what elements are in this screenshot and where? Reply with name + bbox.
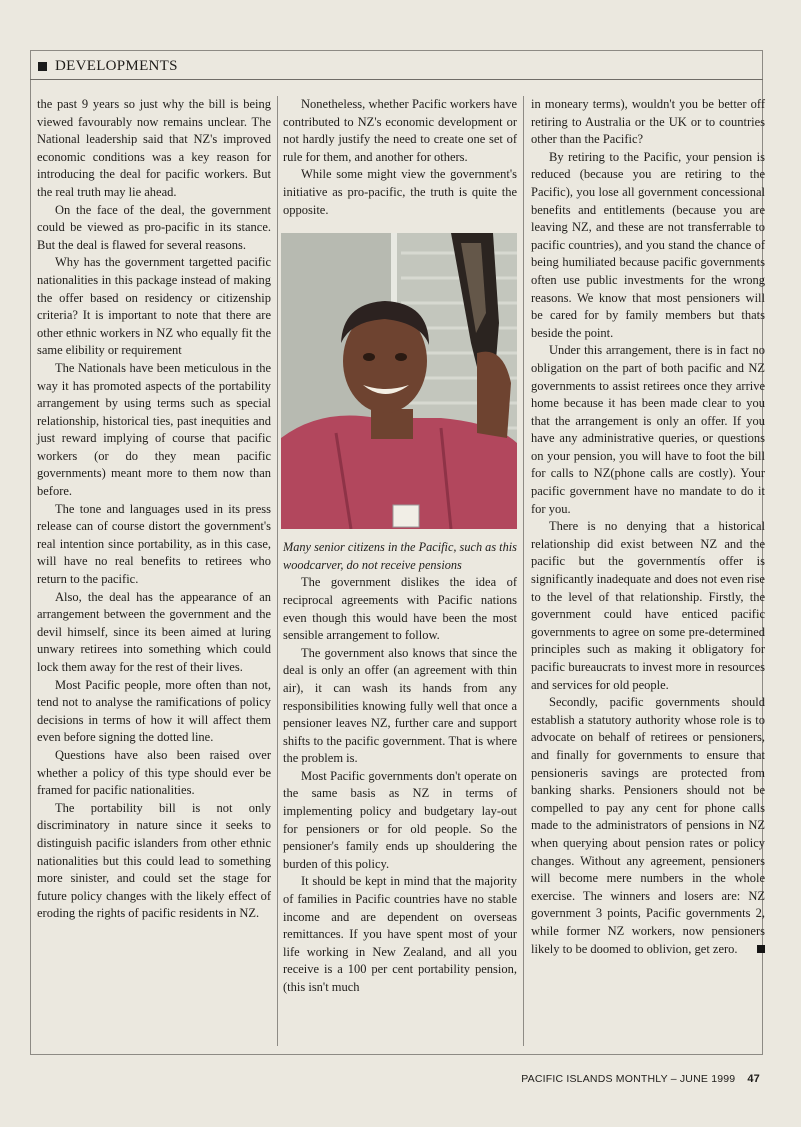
page-number: 47 [747,1073,760,1085]
paragraph: Most Pacific people, more often than not, tend not to analyse the ramifications of policy decisions in terms of how it will affect them even before signing the dotted line. [37,677,271,745]
paragraph: The portability bill is not only discriminatory in nature since it seeks to distinguish pacific islanders from other ethnic nationalities but this could lead to something more sinister, and could set the stage for future policy changes with the likely effect of eroding the rights of pacific residents in NZ. [37,800,271,921]
photo-caption: Many senior citizens in the Pacific, such as this woodcarver, do not receive pensions [283,540,517,572]
paragraph: On the face of the deal, the government could be viewed as pro-pacific in its stance. But the deal is flawed for several reasons. [37,202,271,252]
paragraph: The tone and languages used in its press release can of course distort the government's real intention since portability, as in this case, will have no real benefits to retirees who return to the pacific. [37,501,271,587]
section-title: DEVELOPMENTS [55,58,178,75]
column-2 [283,96,517,997]
paragraph: Most Pacific governments don't operate on the same basis as NZ in terms of implementing policy and budgetary lay-out for pensioners or for old people. So the pensioner's family ends up shouldering the burden of this policy. [283,768,517,871]
section-square-icon [38,62,47,71]
paragraph: There is no denying that a historical relationship did exist between NZ and the pacific but the governmentís offer is significantly inadequate and does not even rise to the level of that relationship. Firstly, the government could have enticed pacific governments to agree on some pre-determined principles such as making it obligatory for pacific bureaucrats to invest more in resources and services for old people. [531,519,765,692]
paragraph: in moneary terms), wouldn't you be better off retiring to Australia or the UK or to countries other than the Pacific? [531,97,765,147]
paragraph: The Nationals have been meticulous in the way it has promoted aspects of the portability arrangement by using terms such as special relationship, historical ties, past inequities and just reward implying of course that pacific workers (or do they mean pacific governments) meant more to them now than before. [37,360,271,499]
paragraph: Also, the deal has the appearance of an arrangement between the government and the devil himself, since its been aimed at luring unwary retirees into something which could lock them away for the rest of their lives. [37,589,271,674]
paragraph: The government dislikes the idea of reciprocal agreements with Pacific nations even though this would have been the most sensible arrangement to follow. [283,575,517,643]
photo-illustration [281,233,517,529]
paragraph: Under this arrangement, there is in fact no obligation on the part of both pacific and NZ governments to assist retirees once they arrive home because it has been made clear to you that the arrangement is only an offer. If you have any administrative queries, or questions on your pension, you will have to foot the bill for calls to NZ(phone calls are costly). Your pacific government have no mandate to do it for you. [531,343,765,516]
publication-name: PACIFIC ISLANDS MONTHLY – JUNE 1999 [521,1073,736,1085]
end-mark-icon [757,945,765,953]
column-divider-1 [277,96,278,1046]
paragraph: Why has the government targetted pacific nationalities in this package instead of making the offer based on residency or citizenship criteria? It is important to note that there are other ethnic workers in NZ who equally fit the same elibility or requirement [37,255,271,358]
paragraph: Nonetheless, whether Pacific workers have contributed to NZ's economic development or not hardly justify the need to create one set of rule for them, and another for others. [283,97,517,164]
paragraph: While some might view the government's initiative as pro-pacific, the truth is quite the opposite. [283,167,517,217]
paragraph-text: Secondly, pacific governments should establish a statutory authority whose role is to advocate on behalf of retirees or pensioners, and finally for governments to ensure that pensioneris savings are protected from banking sharks. Pensioners should not be compelled to pay any cent for phone calls made to the administrators of pensions in NZ when querying about pension rates or policy changes. Without any agreement, pensioners will become mere numbers in the whole exercise. The winners and losers are: NZ government 3 points, Pacific governments 2, while former NZ workers, now pensioners likely to be doomed to oblivion, get zero. [531,695,765,956]
section-header [36,58,763,80]
paragraph: the past 9 years so just why the bill is being viewed favourably now remains unclear. The National leadership said that NZ's improved economic conditions was a key reason for introducing the deal for pacific workers. But the real truth may lie ahead. [37,97,271,199]
paragraph: It should be kept in mind that the majority of families in Pacific countries have no stable income and are dependent on overseas remittances. If you have spent most of your life working in New Zealand, and all you receive is a 100 per cent portability pension, (this isn't much [283,874,517,994]
header-rule [30,79,763,80]
paragraph: Questions have also been raised over whether a policy of this type should ever be framed for pacific nationalities. [37,747,271,798]
page-footer [420,1073,760,1085]
woodcarver-photo [281,233,517,529]
column-divider-2 [523,96,524,1046]
paragraph-last [531,694,765,958]
paragraph: By retiring to the Pacific, your pension is reduced (because you are retiring to the Pacific), you lose all government concessional benefits and entitlements (because you are leaving NZ, and these are not transferrable to pacific countries), and you stand the chance of being humiliated because pacific governments often use public investments for the wrong reasons. We know that most pensioners will be cared for by family members but thats beside the point. [531,149,765,340]
column-1 [37,96,271,923]
paragraph: The government also knows that since the deal is only an offer (an agreement with thin air), it can wash its hands from any responsibilities knowing fully well that once a pensioner leaves NZ, further care and support shifts to the pacific government. That is where the problem is. [283,645,517,766]
column-3 [531,96,765,958]
